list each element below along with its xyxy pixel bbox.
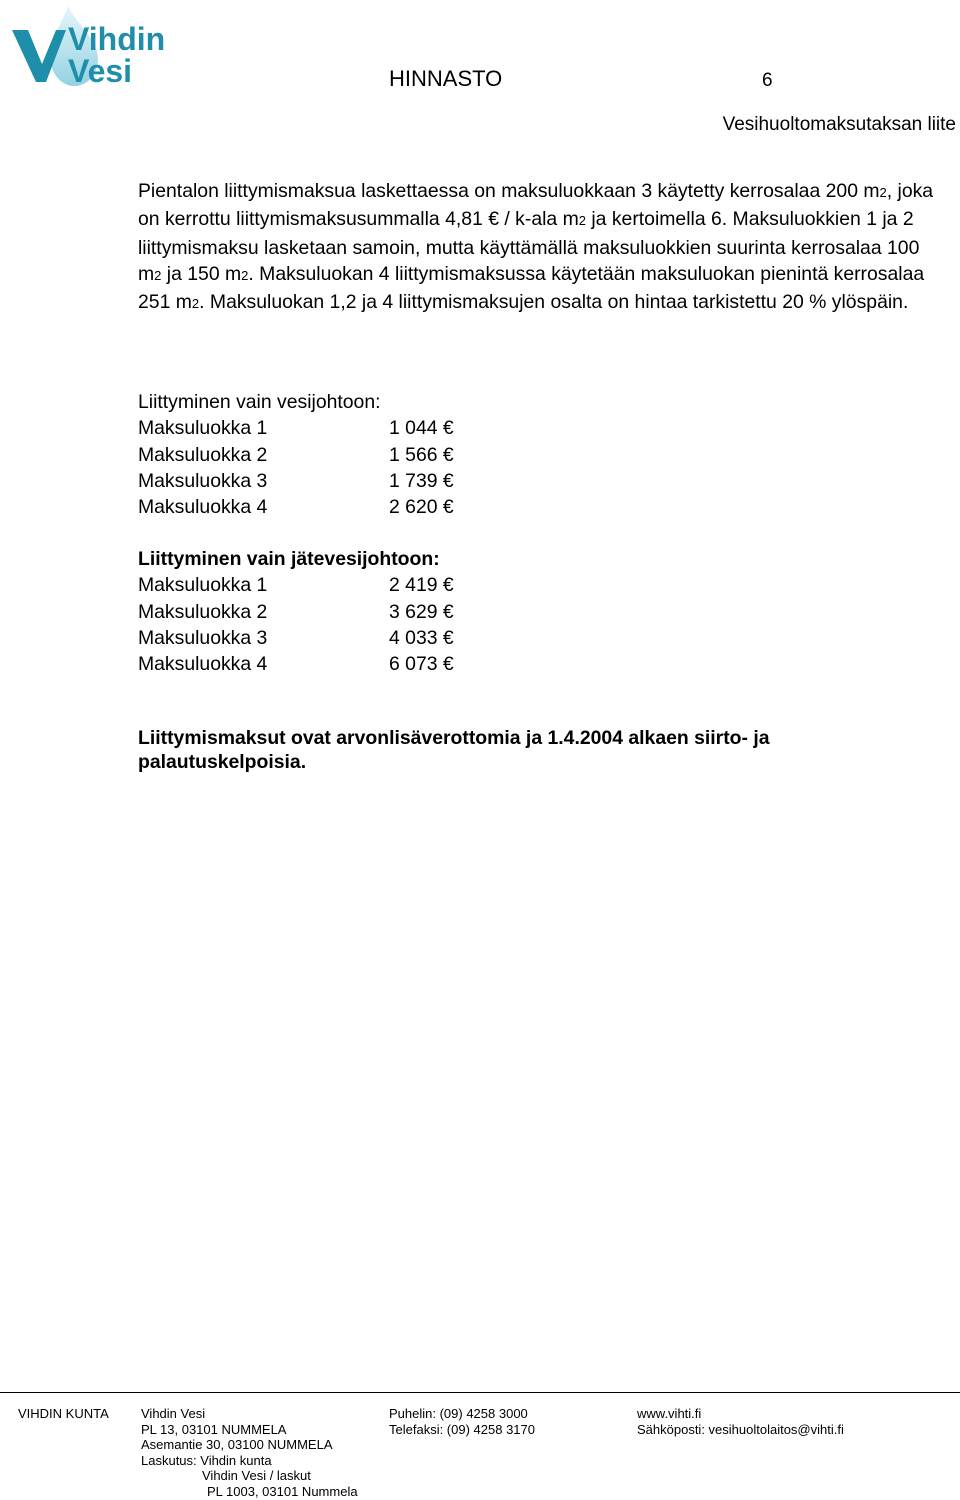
- page-footer: [0, 1392, 960, 1500]
- class-price: 1 566 €: [389, 443, 454, 466]
- class-price: 2 620 €: [389, 496, 454, 519]
- intro-paragraph: Pientalon liittymismaksua laskettaessa on maksuluokkaan 3 käytetty kerrosalaa 200 m2, joka on kerrottu liittymismaksusummalla 4,81 € / k-ala m2 ja kertoimella 6. Maksuluokkien 1 ja 2 liittymismaksu lasketaan samoin, mutta käyttämällä maksuluokkien suurinta kerrosalaa 100 m2 ja 150 m2. Maksuluokan 4 liittymismaksussa käytetään maksuluokan pienintä kerrosalaa 251 m2. Maksuluokan 1,2 ja 4 liittymismaksujen osalta on hintaa tarkistettu 20 % ylöspäin.: [138, 180, 934, 314]
- class-label: Maksuluokka 1: [138, 574, 268, 597]
- class-label: Maksuluokka 2: [138, 443, 268, 466]
- water-drop-logo-icon: [6, 4, 186, 90]
- footer-address: Vihdin Vesi PL 13, 03101 NUMMELA Asemantie 30, 03100 NUMMELA Laskutus: Vihdin kunta Vihdin Vesi / laskut PL 1003, 03101 Nummela: [141, 1406, 358, 1499]
- footer-divider: [0, 1392, 960, 1393]
- website-link[interactable]: www.vihti.fi: [637, 1406, 702, 1421]
- price-row: [138, 442, 454, 468]
- svg-text:Vihdin: Vihdin: [68, 21, 166, 57]
- class-label: Maksuluokka 4: [138, 496, 268, 519]
- email-contact[interactable]: Sähköposti: vesihuoltolaitos@vihti.fi: [637, 1421, 844, 1437]
- class-label: Maksuluokka 3: [138, 469, 268, 492]
- class-price: 1 044 €: [389, 417, 454, 440]
- class-price: 4 033 €: [389, 626, 454, 649]
- footer-org: VIHDIN KUNTA: [18, 1406, 109, 1421]
- price-row: [138, 651, 454, 677]
- class-label: Maksuluokka 3: [138, 626, 268, 649]
- sewer-connection-section: [138, 546, 454, 677]
- price-row: [138, 415, 454, 441]
- vat-transfer-note: Liittymismaksut ovat arvonlisäverottomia ja 1.4.2004 alkaen siirto- ja palautuskelpoisia.: [138, 727, 770, 773]
- page-number: 6: [762, 70, 773, 91]
- price-row: [138, 572, 454, 598]
- class-label: Maksuluokka 4: [138, 653, 268, 676]
- class-price: 6 073 €: [389, 653, 454, 676]
- class-price: 1 739 €: [389, 469, 454, 492]
- class-label: Maksuluokka 2: [138, 600, 268, 623]
- price-row: [138, 494, 454, 520]
- price-row: [138, 625, 454, 651]
- svg-text:Vesi: Vesi: [68, 53, 133, 89]
- document-subtitle: Vesihuoltomaksutaksan liite: [722, 114, 956, 135]
- price-row: [138, 468, 454, 494]
- class-price: 2 419 €: [389, 574, 454, 597]
- class-label: Maksuluokka 1: [138, 417, 268, 440]
- footer-phones: Puhelin: (09) 4258 3000 Telefaksi: (09) 4258 3170: [389, 1406, 535, 1437]
- sewer-section-heading: Liittyminen vain jätevesijohtoon:: [138, 548, 440, 570]
- water-connection-section: [138, 389, 454, 520]
- class-price: 3 629 €: [389, 600, 454, 623]
- water-section-heading: Liittyminen vain vesijohtoon:: [138, 391, 381, 413]
- footer-web-contact: [637, 1406, 844, 1437]
- document-title: HINNASTO: [389, 66, 503, 91]
- price-row: [138, 599, 454, 625]
- vihdin-vesi-logo: [6, 4, 186, 90]
